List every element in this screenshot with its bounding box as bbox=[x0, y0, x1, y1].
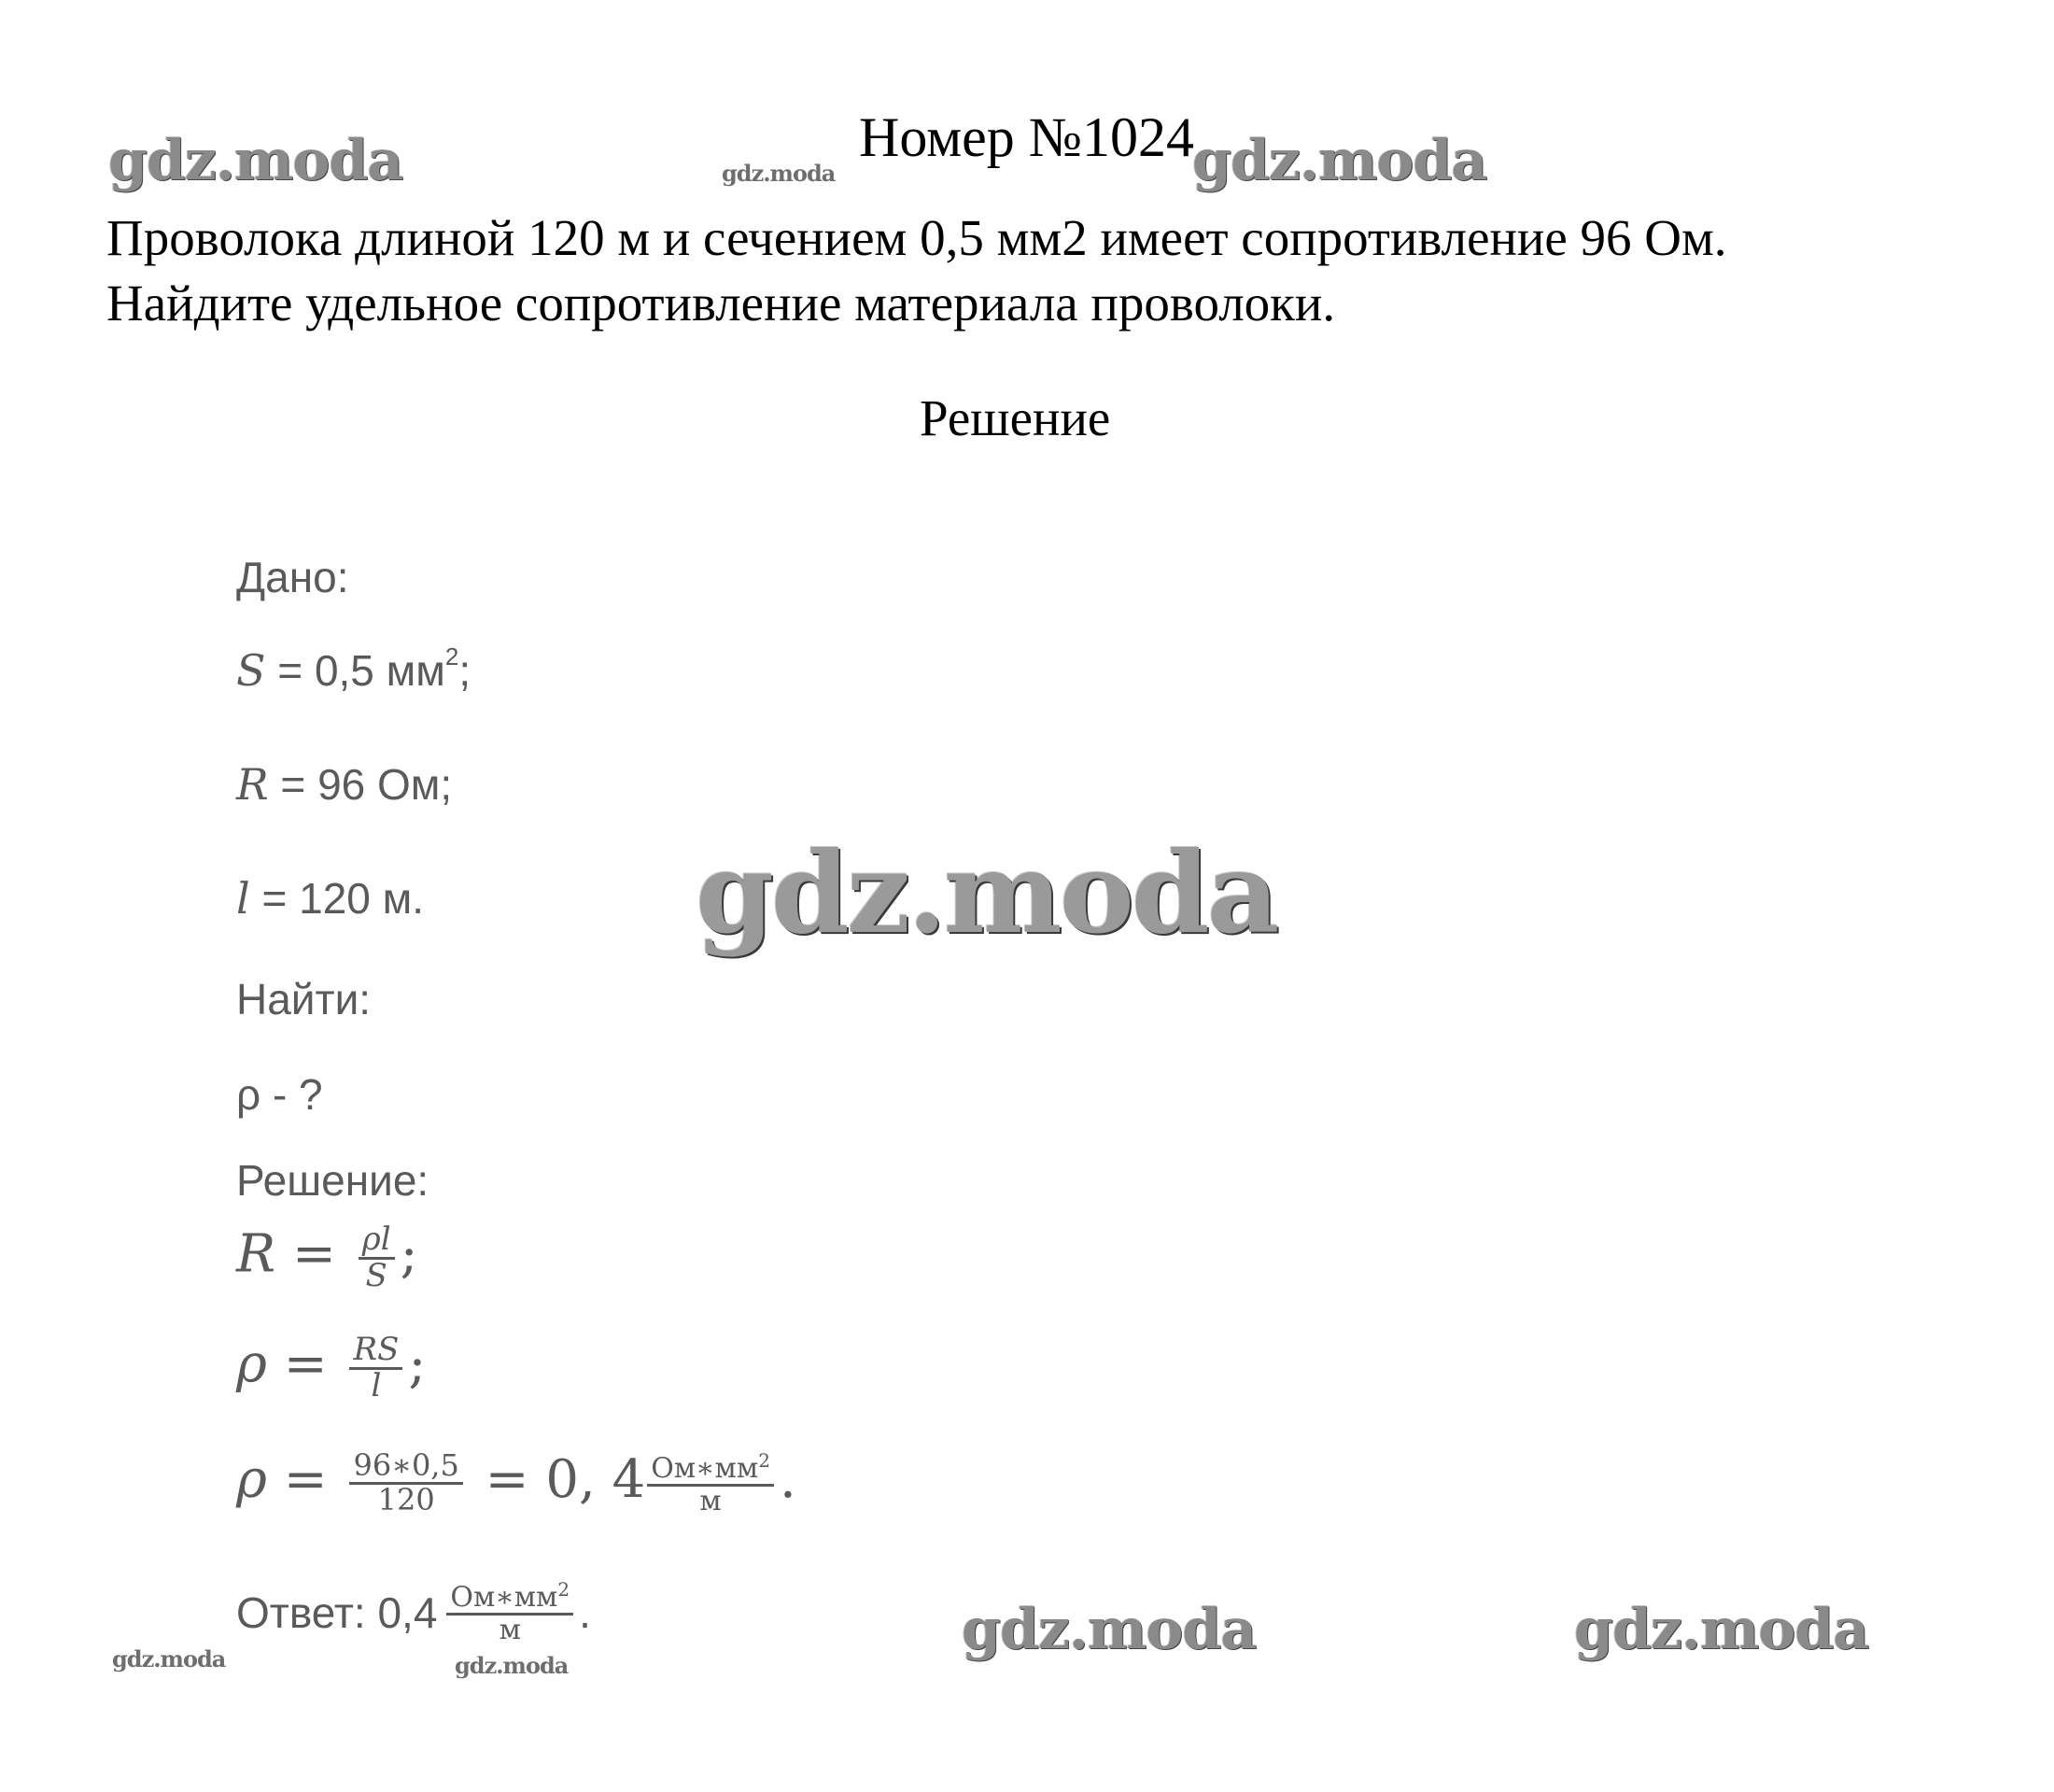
fraction: $\frac{\rho l}{S}$ bbox=[359, 1223, 395, 1292]
equation-resistance: R = $\frac{\rho l}{S}$ ; bbox=[236, 1221, 418, 1294]
watermark-logo: gdz.moda bbox=[1574, 1597, 1869, 1662]
watermark-logo-large: gdz.moda bbox=[696, 827, 1277, 959]
equation-resistivity: ρ = $\frac{RS}{l}$ ; bbox=[236, 1331, 427, 1404]
watermark-logo: gdz.moda bbox=[108, 128, 403, 193]
answer-line: Ответ: 0,4 $\frac{Ом∗мм^2}{м}$ . bbox=[236, 1578, 591, 1646]
watermark-logo: gdz.moda bbox=[962, 1597, 1257, 1662]
fraction-unit: $\frac{Ом∗мм^2}{м}$ bbox=[446, 1580, 573, 1644]
solution-heading: Решение bbox=[920, 389, 1111, 446]
equation-calculation: ρ = $\frac{96∗0,5}{120}$ = 0, 4 $\frac{Ом∗мм^2}{м}$ . bbox=[236, 1447, 796, 1517]
page-title: Номер №1024 bbox=[859, 106, 1195, 168]
find-label: Найти: bbox=[236, 975, 372, 1023]
solution-label: Решение: bbox=[236, 1156, 429, 1205]
fraction-unit: $\frac{Ом∗мм^2}{м}$ bbox=[647, 1451, 774, 1516]
find-value: ρ - ? bbox=[236, 1070, 323, 1119]
watermark-logo: gdz.moda bbox=[1192, 128, 1487, 193]
given-label: Дано: bbox=[236, 553, 349, 601]
watermark-logo: gdz.moda bbox=[112, 1645, 226, 1672]
fraction: $\frac{RS}{l}$ bbox=[349, 1333, 402, 1403]
problem-text-line-2: Найдите удельное сопротивление материала проволоки. bbox=[106, 275, 1336, 332]
given-r: R = 96 Ом; bbox=[236, 759, 453, 810]
fraction: $\frac{96∗0,5}{120}$ bbox=[349, 1450, 462, 1516]
given-l: l = 120 м. bbox=[236, 873, 425, 924]
given-s: S = 0,5 $мм^2$; bbox=[236, 642, 471, 696]
problem-text-line-1: Проволока длиной 120 м и сечением 0,5 мм2 имеет сопротивление 96 Ом. bbox=[106, 209, 1727, 266]
watermark-logo: gdz.moda bbox=[455, 1652, 569, 1679]
watermark-logo: gdz.moda bbox=[722, 160, 836, 187]
